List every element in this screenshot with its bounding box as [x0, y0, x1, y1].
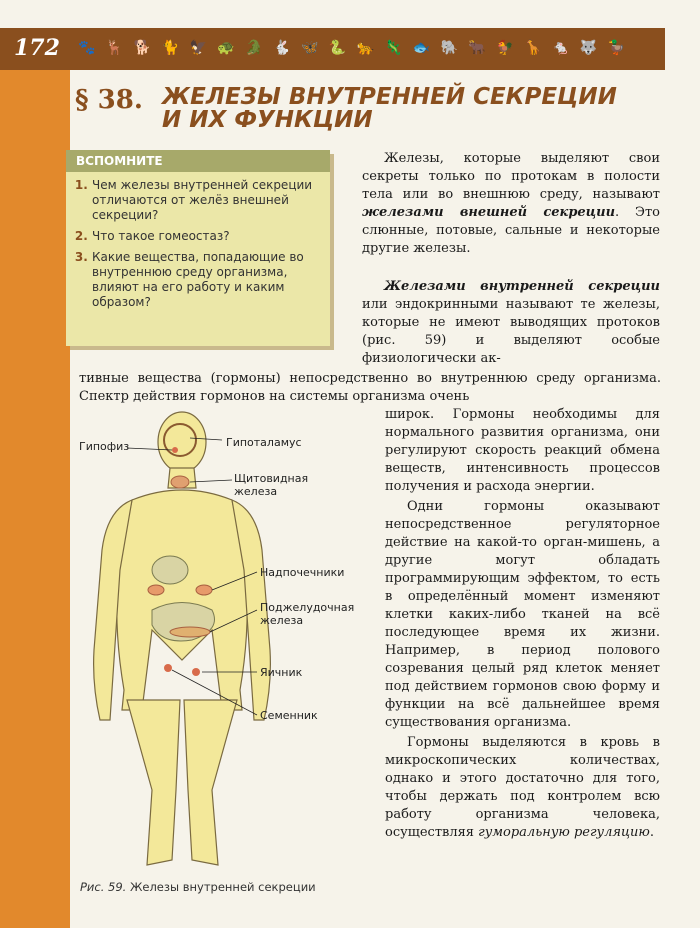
section-title: [162, 86, 642, 132]
margin-bar: [0, 70, 70, 928]
text-run: широк. Гормоны необходимы для нормального развития организма, они регулируют скорость реакций обмена веществ, интенсивность процессов получения и расхода энергии.: [385, 407, 660, 494]
label-pancreas: [260, 601, 354, 627]
paragraph-2-full: [79, 370, 661, 406]
pituitary-dot: [172, 447, 178, 453]
caption-text: Железы внутренней секреции: [126, 880, 316, 894]
term-humoral: гуморальную регуляцию: [478, 825, 650, 840]
term-endocrine: Железами внутренней секреции: [384, 279, 660, 294]
text-run: Железы, которые выделяют свои секреты только по протокам в полости тела или во внешнюю среду, называют: [362, 151, 660, 202]
page-number: 172: [14, 35, 60, 61]
paragraph-4: [385, 734, 660, 842]
recall-item: 1. Чем железы внутренней секреции отличаются от желёз внешней секреции?: [92, 178, 322, 223]
text-run: .: [649, 825, 654, 840]
section-title-line1: ЖЕЛЕЗЫ ВНУТРЕННЕЙ СЕКРЕЦИИ: [162, 84, 617, 110]
section-title-line2: И ИХ ФУНКЦИИ: [162, 107, 373, 133]
figure-caption: [80, 880, 316, 894]
left-adrenal: [148, 585, 164, 595]
label-pancreas-line2: железа: [260, 614, 304, 627]
thyroid-shape: [171, 476, 189, 488]
page-header: [0, 28, 665, 70]
right-adrenal: [196, 585, 212, 595]
caption-number: Рис. 59.: [80, 880, 127, 894]
label-hypothalamus: Гипоталамус: [226, 436, 302, 449]
animal-ornament: 🐾 🦌 🐕 🐈 🦅 🐢 🐊 🐇 🦋 🐍 🐆 🦎 🐟 🐘 🐂 🐓 🦒 🐁 🐺 🦆: [78, 40, 629, 56]
paragraph-2-end: [385, 406, 660, 842]
text-run: или эндокринными называют те железы, которые не имеют выводящих протоков (рис. 59) и выделяют особые физиологически ак-: [362, 297, 660, 366]
recall-heading: ВСПОМНИТЕ: [66, 150, 330, 172]
text-run: тивные вещества (гормоны) непосредственно во внутреннюю среду организма. Спектр действия гормонов на системы организма очень: [79, 371, 661, 404]
label-pituitary: Гипофиз: [79, 440, 130, 453]
label-adrenal: Надпочечники: [260, 566, 345, 579]
human-body-illustration: [72, 410, 372, 880]
figure-59: [72, 410, 372, 880]
pancreas-shape: [170, 627, 210, 637]
label-testis: Семенник: [260, 709, 318, 722]
label-thyroid-line1: Щитовидная: [234, 472, 309, 485]
recall-item: 2. Что такое гомеостаз?: [92, 229, 322, 244]
label-thyroid: [234, 472, 308, 498]
label-pancreas-line1: Поджелудочная: [260, 601, 355, 614]
paragraph-2-start: [362, 278, 660, 368]
recall-item: 3. Какие вещества, попадающие во внутреннюю среду организма, влияют на его работу и каким образом?: [92, 250, 322, 310]
text-run: Гормоны выделяются в кровь в микроскопических количествах, однако и этого достаточно для того, чтобы держать под контролем всю работу организма человека, осуществляя: [385, 735, 660, 840]
label-ovary: Яичник: [260, 666, 303, 679]
paragraph-1: [362, 150, 660, 258]
ovary-dot: [192, 668, 200, 676]
term-exocrine: железами внешней секреции: [362, 205, 616, 220]
text-run: . Это слюнные, потовые, сальные и некоторые другие железы.: [362, 205, 661, 256]
testis-dot: [164, 664, 172, 672]
stomach-shape: [152, 556, 188, 584]
label-thyroid-line2: железа: [234, 485, 278, 498]
section-number: § 38.: [75, 85, 143, 115]
paragraph-3: Одни гормоны оказывают непосредственное регуляторное действие на какой-то орган-мишень, а другие могут обладать программирующим эффектом, то есть в определённый момент изменяют клетки каких-либо тканей на всё последующее время их жизни. Например, в период полового созревания целый ряд клеток меняет под действием гормонов свою форму и функции на всё дальнейшее время существования организма.: [385, 499, 660, 730]
recall-box: [66, 150, 330, 346]
recall-list: [66, 178, 330, 310]
